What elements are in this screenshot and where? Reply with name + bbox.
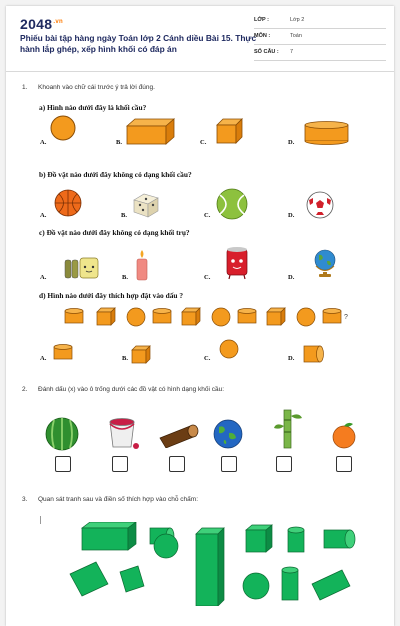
green-sphere-icon (154, 534, 178, 558)
paint-bucket-icon (104, 414, 142, 450)
q1d-missing-mark: ? (344, 314, 348, 321)
pattern-sphere-icon (127, 308, 145, 326)
q1d-option-b[interactable]: B. (122, 355, 128, 362)
q1c-option-b[interactable]: B. (122, 274, 128, 281)
brand-logo[interactable]: $2048^{.vn}$ (20, 16, 63, 32)
page-title: Phiếu bài tập hàng ngày Toán lớp 2 Cánh diều Bài 15. Thực hành lắp ghép, xếp hình khối có đáp án (20, 33, 257, 54)
q2-number: 2. (22, 386, 28, 393)
q1a-option-c[interactable]: C. (200, 139, 207, 146)
pattern-cube-icon (182, 308, 200, 325)
meta-subject: MÔN : Toán (254, 32, 386, 45)
checkbox-orange[interactable] (336, 456, 352, 472)
pattern-cube-icon (97, 308, 115, 325)
q1-number: 1. (22, 84, 28, 91)
worksheet (6, 6, 394, 626)
answer-lying-cylinder-icon (302, 344, 326, 364)
checkbox-paint-bucket[interactable] (112, 456, 128, 472)
q1b-option-b[interactable]: B. (121, 212, 127, 219)
soda-can-icon (224, 246, 250, 280)
q1c-text: c) Đồ vật nào dưới đây không có dạng khối trụ? (39, 228, 190, 237)
green-cube-icon (246, 525, 272, 552)
q1b-option-d[interactable]: D. (288, 212, 295, 219)
answer-cube-icon (130, 344, 152, 364)
answer-cylinder-icon (52, 342, 74, 362)
pattern-cylinder-icon (65, 309, 83, 324)
q1b-option-c[interactable]: C. (204, 212, 211, 219)
q2-prompt: Đánh dấu (x) vào ô trống dưới các đồ vật có hình dạng khối cầu: (38, 386, 225, 393)
green-cylinder-icon (288, 527, 304, 552)
green-sphere-icon (243, 573, 269, 599)
checkbox-bamboo[interactable] (276, 456, 292, 472)
orange-box-icon (126, 118, 176, 146)
green-cuboid-icon (82, 522, 136, 550)
q1d-option-a[interactable]: A. (40, 355, 47, 362)
bamboo-icon (272, 408, 304, 450)
basketball-icon (54, 189, 82, 217)
q1a-option-a[interactable]: A. (40, 139, 47, 146)
earth-icon (212, 418, 244, 450)
q1c-option-d[interactable]: D. (288, 274, 295, 281)
green-tall-cuboid-icon (196, 528, 224, 606)
q1-prompt: Khoanh vào chữ cái trước ý trả lời đúng. (38, 84, 155, 91)
green-shapes-icon (66, 522, 366, 606)
pattern-row (64, 306, 354, 328)
checkbox-watermelon[interactable] (55, 456, 71, 472)
q1d-option-c[interactable]: C. (204, 355, 211, 362)
q1b-option-a[interactable]: A. (40, 212, 47, 219)
answer-sphere-icon (218, 338, 240, 360)
green-tilted-cuboid-icon (312, 570, 350, 600)
q1d-option-d[interactable]: D. (288, 355, 295, 362)
green-cylinder-icon (282, 567, 298, 600)
checkbox-log[interactable] (169, 456, 185, 472)
pattern-cylinder-icon (323, 309, 341, 324)
globe-icon (312, 248, 338, 278)
dice-icon (132, 192, 160, 218)
pattern-cylinder-icon (238, 309, 256, 324)
green-tilted-cuboid-icon (70, 562, 108, 596)
pattern-cube-icon (267, 308, 285, 325)
orange-cylinder-icon (304, 121, 350, 145)
header-divider (6, 71, 394, 72)
q1b-text: b) Đồ vật nào dưới đây không có dạng khối cầu? (39, 170, 192, 179)
q1d-text: d) Hình nào dưới đây thích hợp đặt vào dấu ? (39, 291, 184, 300)
pattern-cylinder-icon (153, 309, 171, 324)
green-tilted-cylinder-icon (120, 566, 144, 592)
q3-number: 3. (22, 496, 28, 503)
checkbox-earth[interactable] (221, 456, 237, 472)
q1a-option-d[interactable]: D. (288, 139, 295, 146)
battery-toy-icon (64, 256, 100, 280)
pattern-sphere-icon (297, 308, 315, 326)
orange-cube-icon (216, 118, 244, 144)
watermelon-icon (44, 416, 80, 452)
soccer-ball-icon (306, 191, 334, 219)
pattern-sphere-icon (212, 308, 230, 326)
orange-ball-icon (50, 115, 78, 141)
q1c-option-a[interactable]: A. (40, 274, 47, 281)
log-icon (156, 424, 200, 448)
orange-fruit-icon (330, 420, 358, 450)
meta-count: SỐ CÂU : 7 (254, 48, 386, 61)
q1a-text: a) Hình nào dưới đây là khối cầu? (39, 103, 147, 112)
q1a-option-b[interactable]: B. (116, 139, 122, 146)
q1c-option-c[interactable]: C. (204, 274, 211, 281)
text-cursor (40, 516, 41, 524)
meta-class: LỚP : Lớp 2 (254, 16, 386, 29)
candle-icon (135, 249, 149, 281)
tennis-ball-icon (216, 188, 248, 220)
green-lying-cylinder-icon (324, 530, 355, 548)
q3-prompt: Quan sát tranh sau và điền số thích hợp vào chỗ chấm: (38, 496, 198, 503)
